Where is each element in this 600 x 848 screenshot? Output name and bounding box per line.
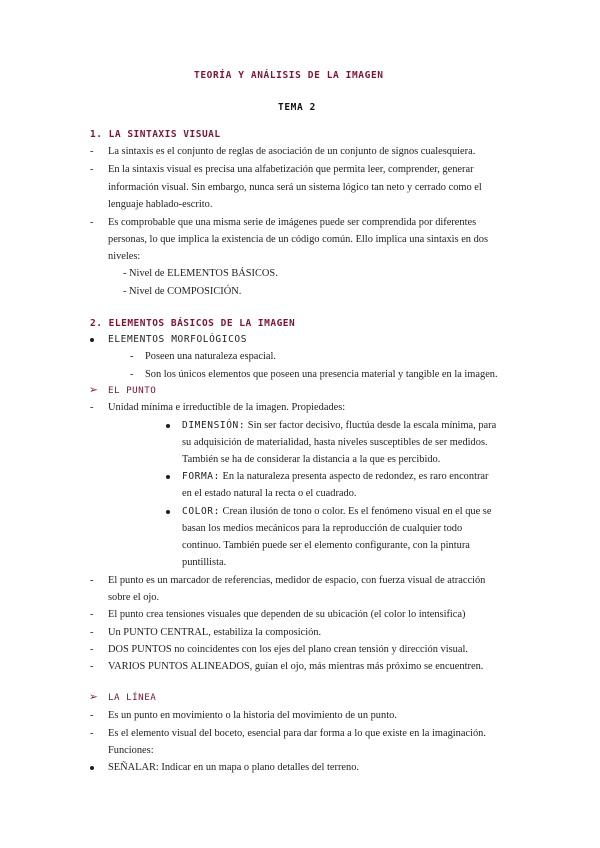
morfologicos-label: ELEMENTOS MORFOLÓGICOS (108, 334, 248, 345)
dimension-line-3: También se ha de considerar la distancia a la que es percibido. (182, 454, 441, 465)
linea-bullet-3: SEÑALAR: Indicar en un mapa o plano detalles del terreno. (108, 762, 360, 773)
punto-intro: Unidad mínima e irreductible de la imagen. Propiedades: (108, 402, 346, 413)
morf-bullet-2: Son los únicos elementos que poseen una presencia material y tangible en la imagen. (145, 369, 498, 380)
s1-bullet-3-line-3: niveles: (108, 251, 141, 262)
dash-bullet: - (90, 146, 94, 157)
section-1-heading: 1. LA SINTAXIS VISUAL (90, 129, 221, 140)
dash-bullet: - (90, 644, 94, 655)
bullet-dot-icon (166, 475, 170, 479)
dash-bullet: - (90, 402, 94, 413)
forma-label: FORMA: (182, 471, 220, 482)
dash-bullet: - (90, 609, 94, 620)
dimension-label: DIMENSIÓN: (182, 420, 246, 431)
arrow-bullet-icon: ➢ (89, 692, 98, 703)
bullet-dot-icon (166, 424, 170, 428)
forma-text: En la naturaleza presenta aspecto de redondez, es raro encontrar (219, 471, 489, 482)
document-subtitle: TEMA 2 (278, 102, 316, 113)
s1-bullet-2-line-1: En la sintaxis visual es precisa una alfabetización que permita leer, comprender, generar (108, 164, 474, 175)
s1-bullet-3-line-1: Es comprobable que una misma serie de imágenes puede ser comprendida por diferentes (108, 217, 477, 228)
punto-bullet-1-line-2: sobre el ojo. (108, 592, 160, 603)
color-label: COLOR: (182, 506, 220, 517)
forma-line-1 (182, 471, 489, 483)
dash-bullet: - (90, 575, 94, 586)
punto-bullet-3: Un PUNTO CENTRAL, estabiliza la composición. (108, 627, 322, 638)
dash-bullet: - (90, 728, 94, 739)
s1-sub-item-2: - Nivel de COMPOSICIÓN. (123, 286, 242, 297)
punto-bullet-5: VARIOS PUNTOS ALINEADOS, guían el ojo, más mientras más próximo se encuentren. (108, 661, 484, 672)
linea-bullet-2-line-2: Funciones: (108, 745, 154, 756)
dimension-line-1 (182, 420, 496, 432)
document-title: TEORÍA Y ANÁLISIS DE LA IMAGEN (194, 70, 384, 81)
bullet-dot-icon (90, 338, 94, 342)
dash-bullet: - (90, 627, 94, 638)
dash-bullet: - (90, 164, 94, 175)
s1-bullet-2-line-2: información visual. Sin embargo, nunca será un sistema lógico tan neto y cerrado como el (108, 182, 482, 193)
dash-bullet: - (130, 351, 134, 362)
color-line-1 (182, 506, 491, 518)
dash-bullet: - (90, 217, 94, 228)
dash-bullet: - (130, 369, 134, 380)
linea-heading: LA LÍNEA (108, 692, 157, 703)
punto-bullet-2: El punto crea tensiones visuales que dependen de su ubicación (el color lo intensifica) (108, 609, 466, 620)
forma-line-2: en el estado natural la recta o el cuadrado. (182, 488, 357, 499)
s1-bullet-2-line-3: lenguaje hablado-escrito. (108, 199, 213, 210)
punto-bullet-1-line-1: El punto es un marcador de referencias, medidor de espacio, con fuerza visual de atracción (108, 575, 486, 586)
linea-bullet-1: Es un punto en movimiento o la historia del movimiento de un punto. (108, 710, 397, 721)
color-line-4: puntillista. (182, 557, 227, 568)
section-2-heading: 2. ELEMENTOS BÁSICOS DE LA IMAGEN (90, 318, 296, 329)
arrow-bullet-icon: ➢ (89, 385, 98, 396)
bullet-dot-icon (166, 510, 170, 514)
dimension-text: Sin ser factor decisivo, fluctúa desde la escala mínima, para (245, 420, 497, 431)
linea-bullet-2-line-1: Es el elemento visual del boceto, esencial para dar forma a lo que existe en la imaginación. (108, 728, 486, 739)
dash-bullet: - (90, 710, 94, 721)
s1-bullet-3-line-2: personas, lo que implica la existencia de un código común. Ello implica una sintaxis en dos (108, 234, 489, 245)
dash-bullet: - (90, 661, 94, 672)
morf-bullet-1: Poseen una naturaleza espacial. (145, 351, 276, 362)
color-line-3: continuo. También puede ser el elemento configurante, con la pintura (182, 540, 470, 551)
dimension-line-2: su adquisición de materialidad, hasta niveles susceptibles de ser medidos. (182, 437, 488, 448)
punto-heading: EL PUNTO (108, 385, 157, 396)
color-text: Crean ilusión de tono o color. Es el fenómeno visual en el que se (219, 506, 492, 517)
bullet-dot-icon (90, 766, 94, 770)
s1-sub-item-1: - Nivel de ELEMENTOS BÁSICOS. (123, 268, 278, 279)
punto-bullet-4: DOS PUNTOS no coincidentes con los ejes del plano crean tensión y dirección visual. (108, 644, 468, 655)
color-line-2: basan los medios mecánicos para la reproducción de cualquier todo (182, 523, 463, 534)
s1-bullet-1: La sintaxis es el conjunto de reglas de asociación de un conjunto de signos cualesquiera. (108, 146, 476, 157)
